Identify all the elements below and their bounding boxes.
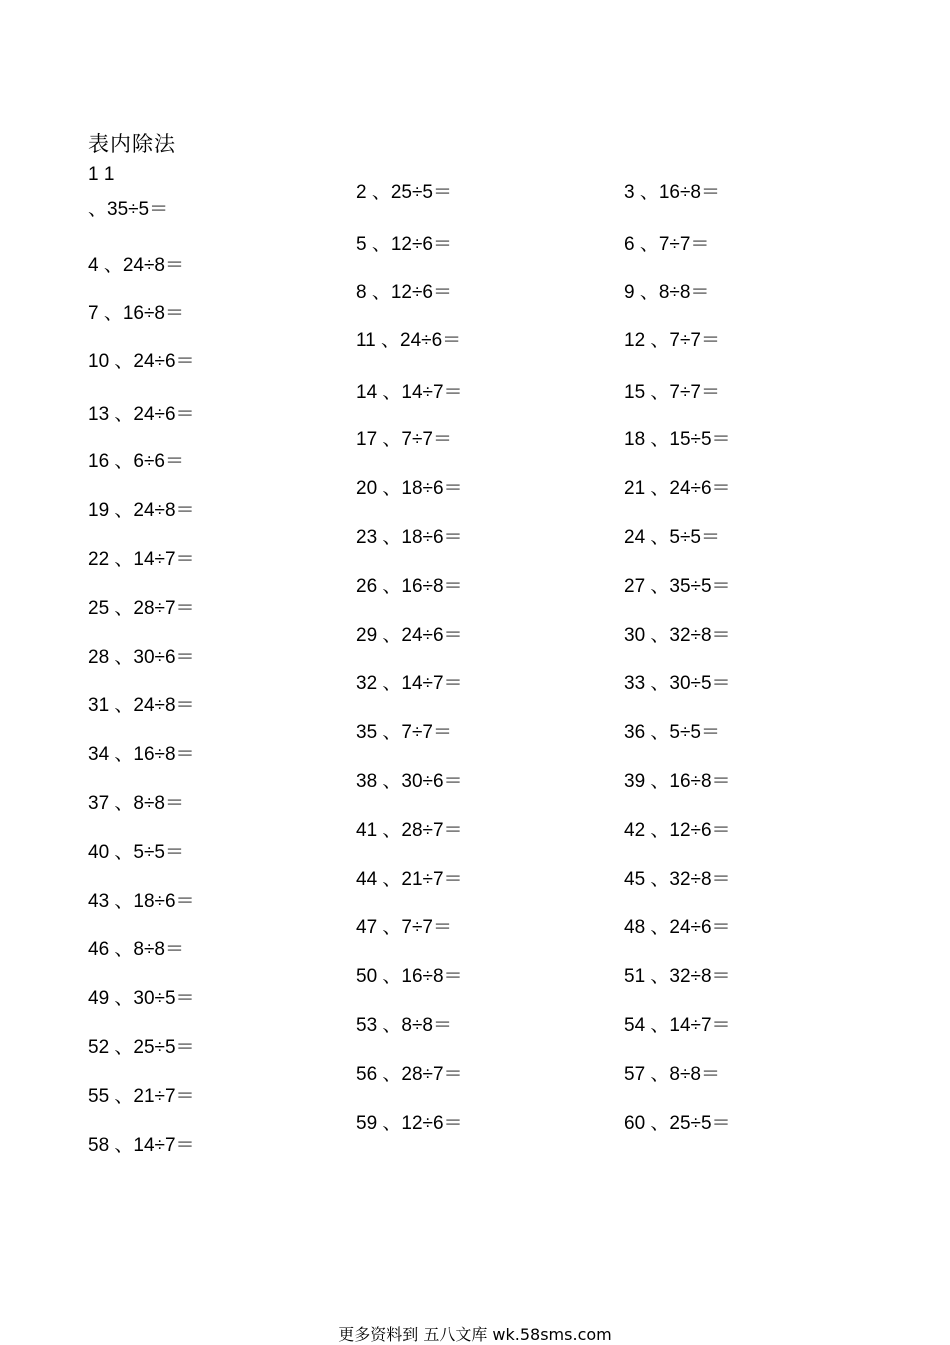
problem-item: 49 、30÷5＝: [88, 988, 195, 1009]
problem-item: 18 、15÷5＝: [624, 429, 731, 450]
problem-item: 5 、12÷6＝: [356, 234, 452, 255]
problem-item: 51 、32÷8＝: [624, 966, 731, 987]
problem-item: 7 、16÷8＝: [88, 303, 184, 324]
problem-item: 22 、14÷7＝: [88, 549, 195, 570]
problem-item: 34 、16÷8＝: [88, 744, 195, 765]
footer-text: 更多资料到 五八文库 wk.58sms.com: [338, 1325, 612, 1344]
problem-item: 46 、8÷8＝: [88, 939, 184, 960]
problem-1-expression: 、35÷5＝: [88, 199, 169, 220]
problem-item: 27 、35÷5＝: [624, 576, 731, 597]
problem-item: 3 、16÷8＝: [624, 182, 720, 203]
problem-item: 60 、25÷5＝: [624, 1113, 731, 1134]
problem-item: 2 、25÷5＝: [356, 182, 452, 203]
problem-item: 16 、6÷6＝: [88, 451, 184, 472]
problem-1-number: 1 1: [88, 164, 115, 185]
problem-item: 9 、8÷8＝: [624, 282, 710, 303]
problem-item: 48 、24÷6＝: [624, 917, 731, 938]
problem-item: 6 、7÷7＝: [624, 234, 710, 255]
problem-item: 29 、24÷6＝: [356, 625, 463, 646]
problem-item: 26 、16÷8＝: [356, 576, 463, 597]
problem-item: 58 、14÷7＝: [88, 1135, 195, 1156]
problem-item: 15 、7÷7＝: [624, 382, 720, 403]
problem-item: 24 、5÷5＝: [624, 527, 720, 548]
problem-item: 20 、18÷6＝: [356, 478, 463, 499]
problem-item: 17 、7÷7＝: [356, 429, 452, 450]
problem-item: 40 、5÷5＝: [88, 842, 184, 863]
problem-item: 32 、14÷7＝: [356, 673, 463, 694]
problem-item: 19 、24÷8＝: [88, 500, 195, 521]
problem-item: 12 、7÷7＝: [624, 330, 720, 351]
page-title: 表内除法: [88, 132, 176, 156]
problem-item: 47 、7÷7＝: [356, 917, 452, 938]
problem-item: 23 、18÷6＝: [356, 527, 463, 548]
problem-item: 10 、24÷6＝: [88, 351, 195, 372]
problem-item: 53 、8÷8＝: [356, 1015, 452, 1036]
problem-item: 45 、32÷8＝: [624, 869, 731, 890]
problem-item: 43 、18÷6＝: [88, 891, 195, 912]
problem-item: 59 、12÷6＝: [356, 1113, 463, 1134]
problem-item: 54 、14÷7＝: [624, 1015, 731, 1036]
problem-item: 52 、25÷5＝: [88, 1037, 195, 1058]
problem-item: 56 、28÷7＝: [356, 1064, 463, 1085]
problem-item: 38 、30÷6＝: [356, 771, 463, 792]
problem-item: 14 、14÷7＝: [356, 382, 463, 403]
problem-item: 4 、24÷8＝: [88, 255, 184, 276]
problem-item: 8 、12÷6＝: [356, 282, 452, 303]
problem-item: 37 、8÷8＝: [88, 793, 184, 814]
problem-item: 21 、24÷6＝: [624, 478, 731, 499]
problem-item: 28 、30÷6＝: [88, 647, 195, 668]
problem-item: 42 、12÷6＝: [624, 820, 731, 841]
problem-item: 55 、21÷7＝: [88, 1086, 195, 1107]
problem-item: 44 、21÷7＝: [356, 869, 463, 890]
problem-item: 41 、28÷7＝: [356, 820, 463, 841]
problem-item: 36 、5÷5＝: [624, 722, 720, 743]
problem-item: 35 、7÷7＝: [356, 722, 452, 743]
problem-item: 30 、32÷8＝: [624, 625, 731, 646]
problem-item: 25 、28÷7＝: [88, 598, 195, 619]
problem-item: 33 、30÷5＝: [624, 673, 731, 694]
problem-item: 13 、24÷6＝: [88, 404, 195, 425]
problem-item: 39 、16÷8＝: [624, 771, 731, 792]
problem-item: 31 、24÷8＝: [88, 695, 195, 716]
problem-item: 57 、8÷8＝: [624, 1064, 720, 1085]
problem-item: 11 、24÷6＝: [356, 330, 462, 351]
problem-item: 50 、16÷8＝: [356, 966, 463, 987]
